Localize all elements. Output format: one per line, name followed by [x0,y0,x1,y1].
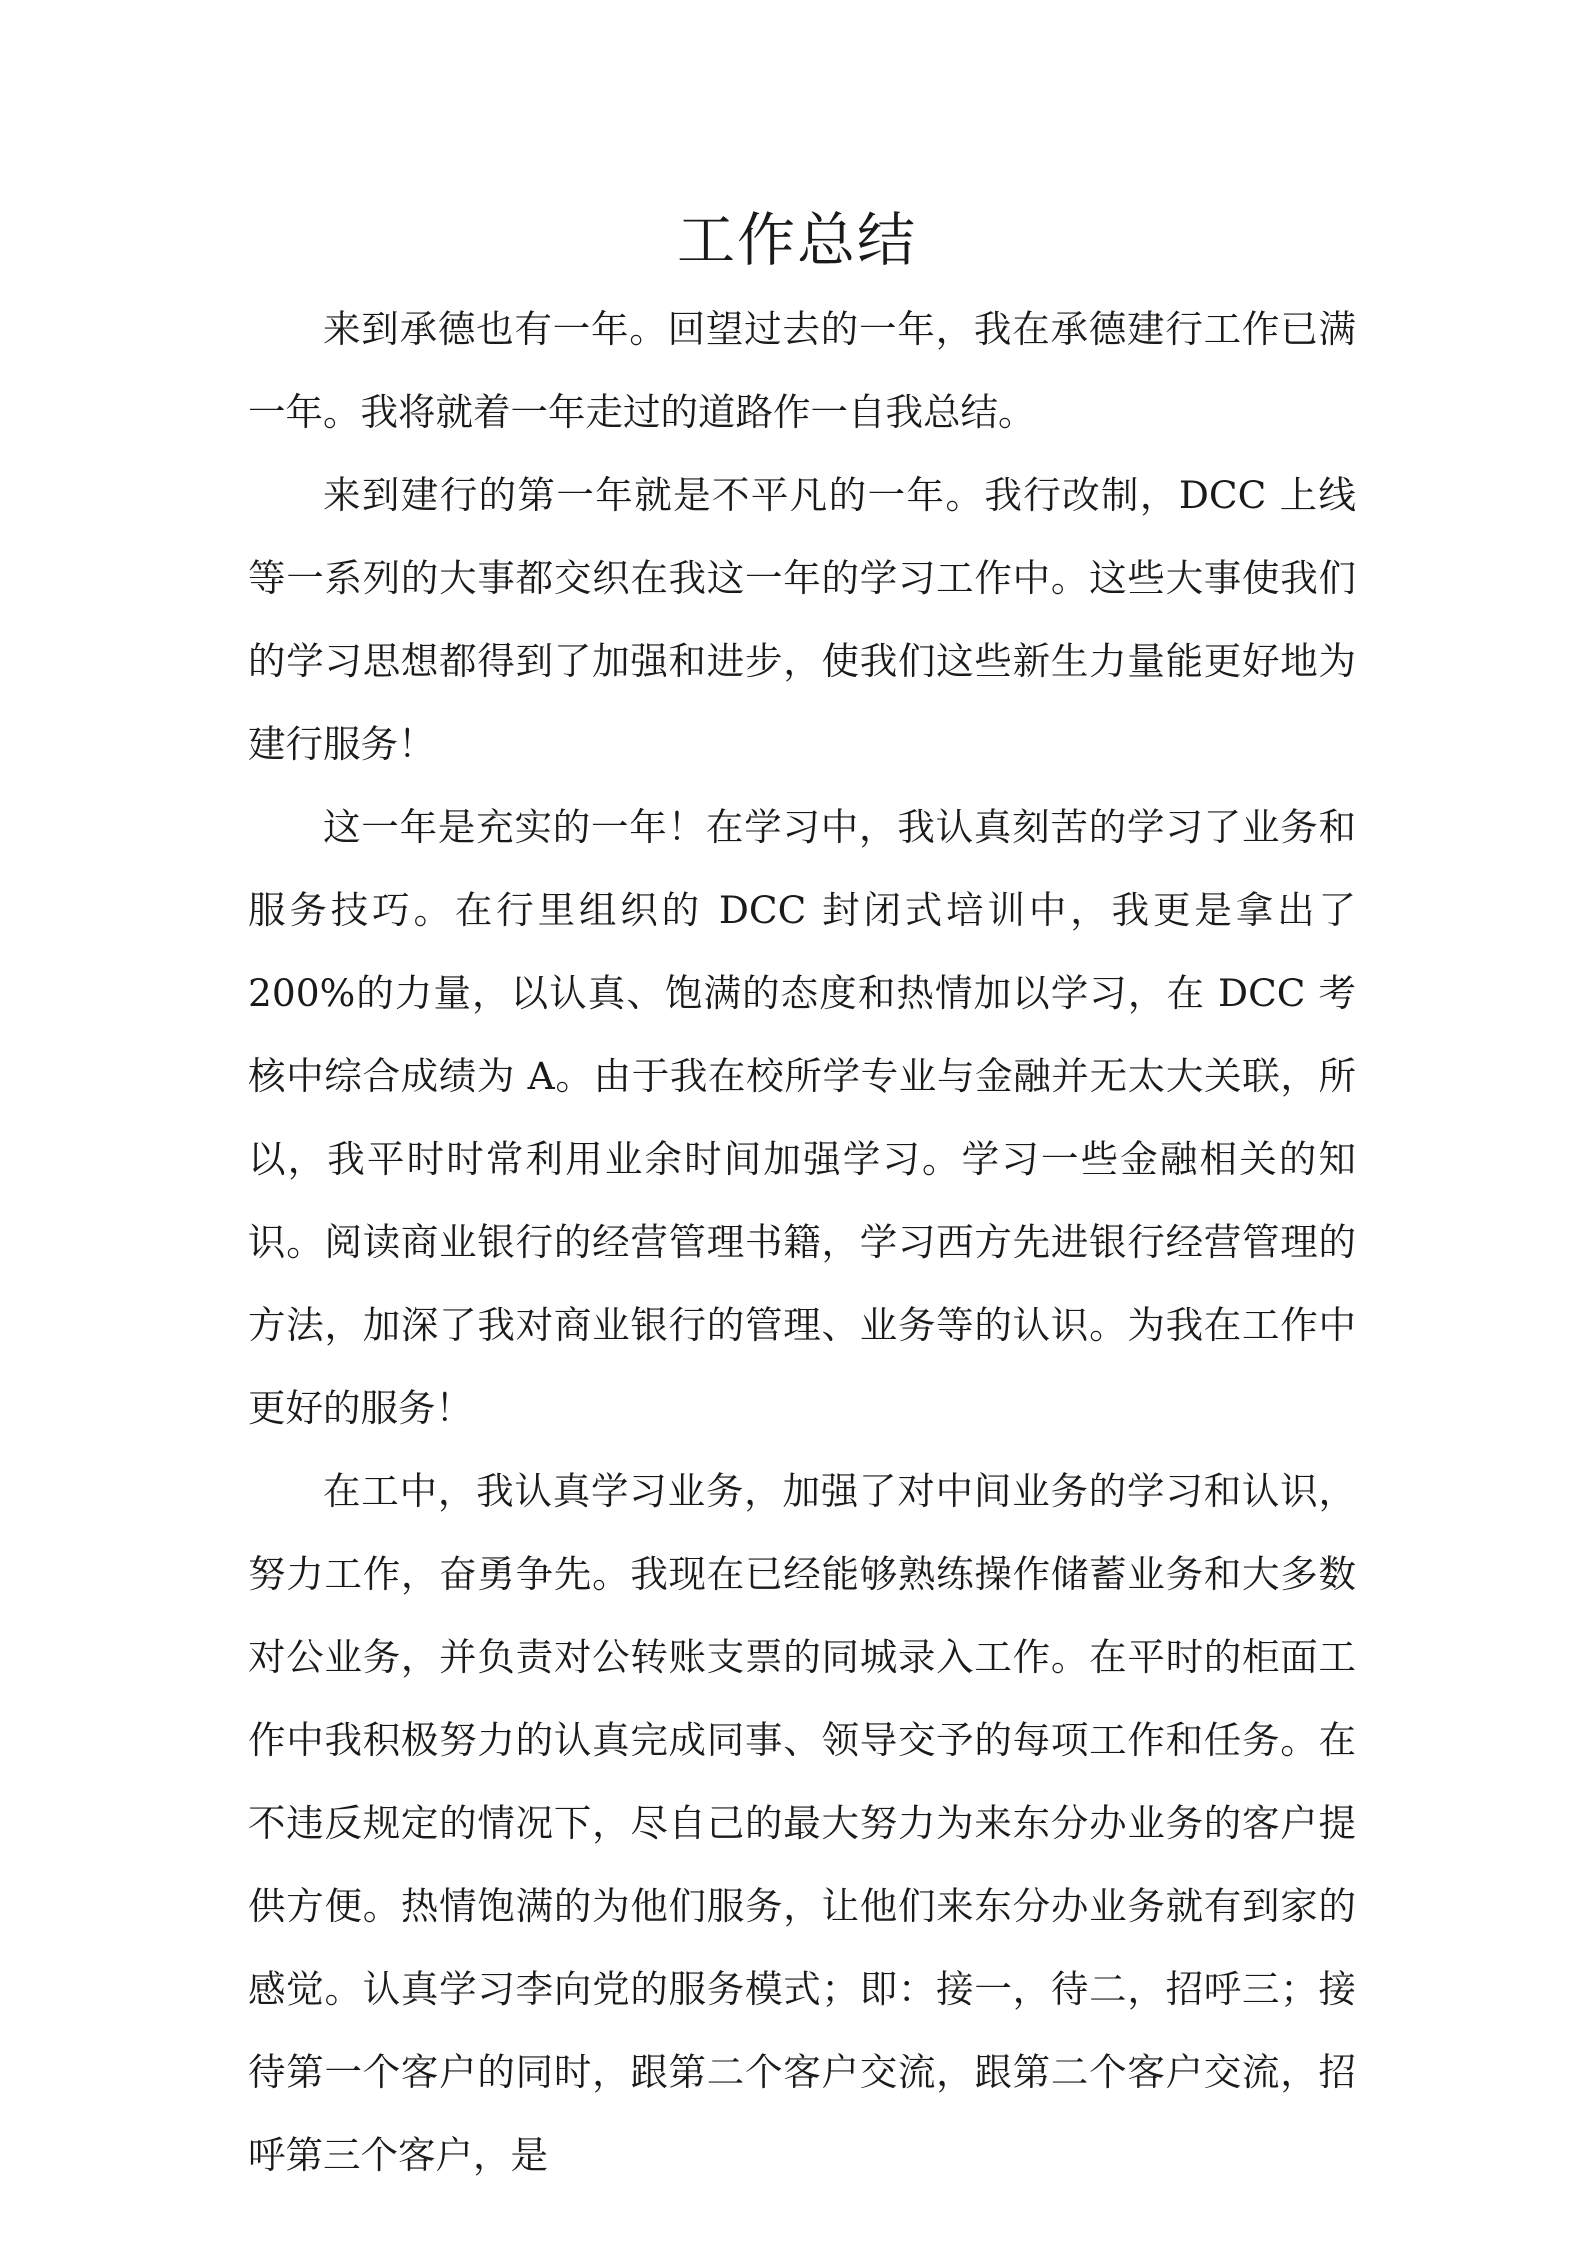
document-body [248,288,1356,2197]
paragraph-4: 在工中，我认真学习业务，加强了对中间业务的学习和认识，努力工作，奋勇争先。我现在已经能够熟练操作储蓄业务和大多数对公业务，并负责对公转账支票的同城录入工作。在平时的柜面工作中我积极努力的认真完成同事、领导交予的每项工作和任务。在不违反规定的情况下，尽自己的最大努力为来东分办业务的客户提供方便。热情饱满的为他们服务，让他们来东分办业务就有到家的感觉。认真学习李向党的服务模式；即：接一，待二，招呼三；接待第一个客户的同时，跟第二个客户交流，跟第二个客户交流，招呼第三个客户，是 [248,1469,1356,2177]
document-title: 工作总结 [676,206,917,274]
paragraph-2: 来到建行的第一年就是不平凡的一年。我行改制，DCC 上线等一系列的大事都交织在我这一年的学习工作中。这些大事使我们的学习思想都得到了加强和进步，使我们这些新生力量能更好地为建行服务！ [248,473,1356,766]
paragraph-1: 来到承德也有一年。回望过去的一年，我在承德建行工作已满一年。我将就着一年走过的道路作一自我总结。 [248,307,1356,434]
paragraph-3: 这一年是充实的一年！在学习中，我认真刻苦的学习了业务和服务技巧。在行里组织的 DCC 封闭式培训中，我更是拿出了 200%的力量，以认真、饱满的态度和热情加以学习，在 DCC 考核中综合成绩为 A。由于我在校所学专业与金融并无太大关联，所以，我平时时常利用业余时间加强学习。学习一些金融相关的知识。阅读商业银行的经营管理书籍，学习西方先进银行经营管理的方法，加深了我对商业银行的管理、业务等的认识。为我在工作中更好的服务！ [248,805,1356,1430]
